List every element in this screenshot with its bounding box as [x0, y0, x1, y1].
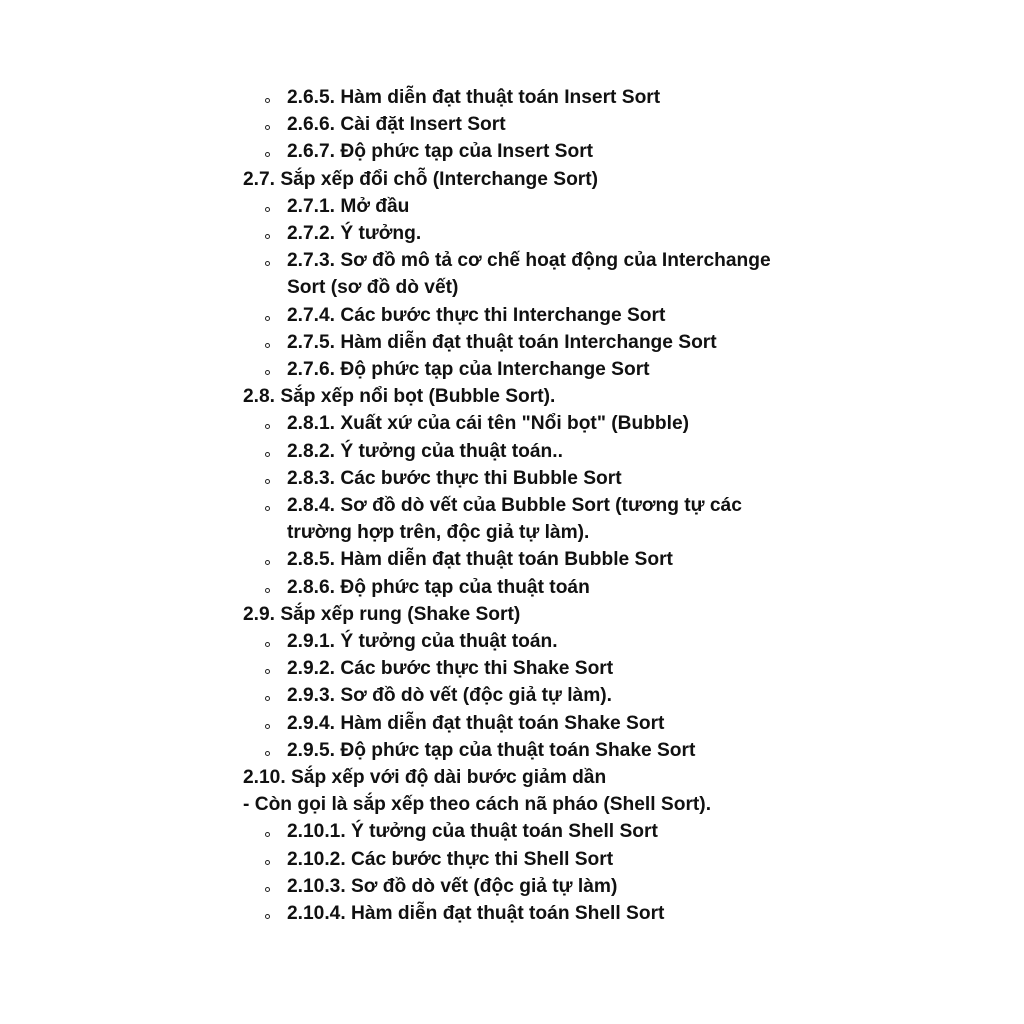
toc-entry-text: 2.9.4. Hàm diễn đạt thuật toán Shake Sort	[287, 712, 665, 734]
toc-list-item	[243, 846, 803, 873]
toc-section-heading	[243, 601, 803, 628]
circle-bullet-icon	[265, 887, 270, 892]
circle-bullet-icon	[265, 751, 270, 756]
toc-list-item	[243, 655, 803, 682]
toc-entry-text: 2.7.3. Sơ đồ mô tả cơ chế hoạt động của Interchange Sort (sơ đồ dò vết)	[287, 250, 771, 299]
toc-list-item	[243, 710, 803, 737]
circle-bullet-icon	[265, 370, 270, 375]
toc-entry-text: 2.8.1. Xuất xứ của cái tên "Nổi bọt" (Bubble)	[287, 413, 690, 435]
toc-section-heading	[243, 791, 803, 818]
toc-entry-text: 2.7.5. Hàm diễn đạt thuật toán Interchange Sort	[287, 331, 717, 353]
toc-entry-text: 2.8.5. Hàm diễn đạt thuật toán Bubble Sort	[287, 549, 673, 571]
circle-bullet-icon	[265, 125, 270, 130]
circle-bullet-icon	[265, 234, 270, 239]
toc-entry-text: 2.7.1. Mở đầu	[287, 195, 410, 217]
toc-list-item	[243, 737, 803, 764]
toc-entry-text: 2.8. Sắp xếp nổi bọt (Bubble Sort).	[243, 386, 556, 408]
circle-bullet-icon	[265, 207, 270, 212]
toc-entry-text: 2.10. Sắp xếp với độ dài bước giảm dần	[243, 767, 607, 789]
toc-list-item	[243, 628, 803, 655]
toc-entry-text: 2.8.3. Các bước thực thi Bubble Sort	[287, 467, 622, 489]
circle-bullet-icon	[265, 316, 270, 321]
toc-entry-text: 2.8.2. Ý tưởng của thuật toán..	[287, 440, 563, 462]
circle-bullet-icon	[265, 261, 270, 266]
toc-list-item	[243, 329, 803, 356]
circle-bullet-icon	[265, 832, 270, 837]
circle-bullet-icon	[265, 560, 270, 565]
circle-bullet-icon	[265, 588, 270, 593]
toc-entry-text: 2.8.4. Sơ đồ dò vết của Bubble Sort (tương tự các trường hợp trên, độc giả tự làm).	[287, 495, 742, 544]
toc-entry-text: 2.10.1. Ý tưởng của thuật toán Shell Sort	[287, 821, 658, 843]
toc-section-heading	[243, 383, 803, 410]
toc-entry-text: 2.6.7. Độ phức tạp của Insert Sort	[287, 141, 594, 163]
toc-entry-text: 2.6.6. Cài đặt Insert Sort	[287, 114, 506, 136]
circle-bullet-icon	[265, 452, 270, 457]
toc-entry-text: - Còn gọi là sắp xếp theo cách nã pháo (Shell Sort).	[243, 794, 712, 816]
toc-list-item	[243, 546, 803, 573]
toc-list-item	[243, 138, 803, 165]
toc-list-item	[243, 900, 803, 927]
toc-list-item	[243, 438, 803, 465]
toc-list-item	[243, 873, 803, 900]
toc-entry-text: 2.7.6. Độ phức tạp của Interchange Sort	[287, 359, 650, 381]
circle-bullet-icon	[265, 642, 270, 647]
circle-bullet-icon	[265, 696, 270, 701]
toc-list-item	[243, 111, 803, 138]
circle-bullet-icon	[265, 914, 270, 919]
toc-entry-text: 2.10.4. Hàm diễn đạt thuật toán Shell Sort	[287, 903, 665, 925]
toc-list-item	[243, 492, 803, 546]
toc-entry-text: 2.9.5. Độ phức tạp của thuật toán Shake Sort	[287, 739, 696, 761]
circle-bullet-icon	[265, 506, 270, 511]
toc-entry-text: 2.6.5. Hàm diễn đạt thuật toán Insert Sort	[287, 87, 661, 108]
toc-list-item	[243, 574, 803, 601]
toc-entry-text: 2.7.2. Ý tưởng.	[287, 223, 422, 245]
toc-entry-text: 2.8.6. Độ phức tạp của thuật toán	[287, 576, 590, 598]
toc-entry-text: 2.9.1. Ý tưởng của thuật toán.	[287, 631, 558, 653]
toc-list-item	[243, 193, 803, 220]
table-of-contents	[243, 84, 803, 927]
toc-list-item	[243, 682, 803, 709]
circle-bullet-icon	[265, 98, 270, 103]
toc-list-item	[243, 84, 803, 111]
toc-list-item	[243, 220, 803, 247]
toc-section-heading	[243, 764, 803, 791]
circle-bullet-icon	[265, 479, 270, 484]
toc-list-item	[243, 302, 803, 329]
circle-bullet-icon	[265, 424, 270, 429]
circle-bullet-icon	[265, 152, 270, 157]
toc-entry-text: 2.10.2. Các bước thực thi Shell Sort	[287, 848, 614, 870]
toc-entry-text: 2.7.4. Các bước thực thi Interchange Sort	[287, 304, 666, 326]
toc-list-item	[243, 410, 803, 437]
circle-bullet-icon	[265, 343, 270, 348]
toc-list-item	[243, 465, 803, 492]
circle-bullet-icon	[265, 669, 270, 674]
toc-list-item	[243, 247, 803, 301]
circle-bullet-icon	[265, 724, 270, 729]
toc-entry-text: 2.9.3. Sơ đồ dò vết (độc giả tự làm).	[287, 685, 612, 707]
toc-entry-text: 2.9.2. Các bước thực thi Shake Sort	[287, 658, 614, 680]
toc-entry-text: 2.10.3. Sơ đồ dò vết (độc giả tự làm)	[287, 875, 618, 897]
toc-entry-text: 2.9. Sắp xếp rung (Shake Sort)	[243, 603, 521, 625]
toc-list-item	[243, 818, 803, 845]
circle-bullet-icon	[265, 860, 270, 865]
toc-entry-text: 2.7. Sắp xếp đổi chỗ (Interchange Sort)	[243, 168, 599, 190]
toc-section-heading	[243, 166, 803, 193]
toc-list-item	[243, 356, 803, 383]
